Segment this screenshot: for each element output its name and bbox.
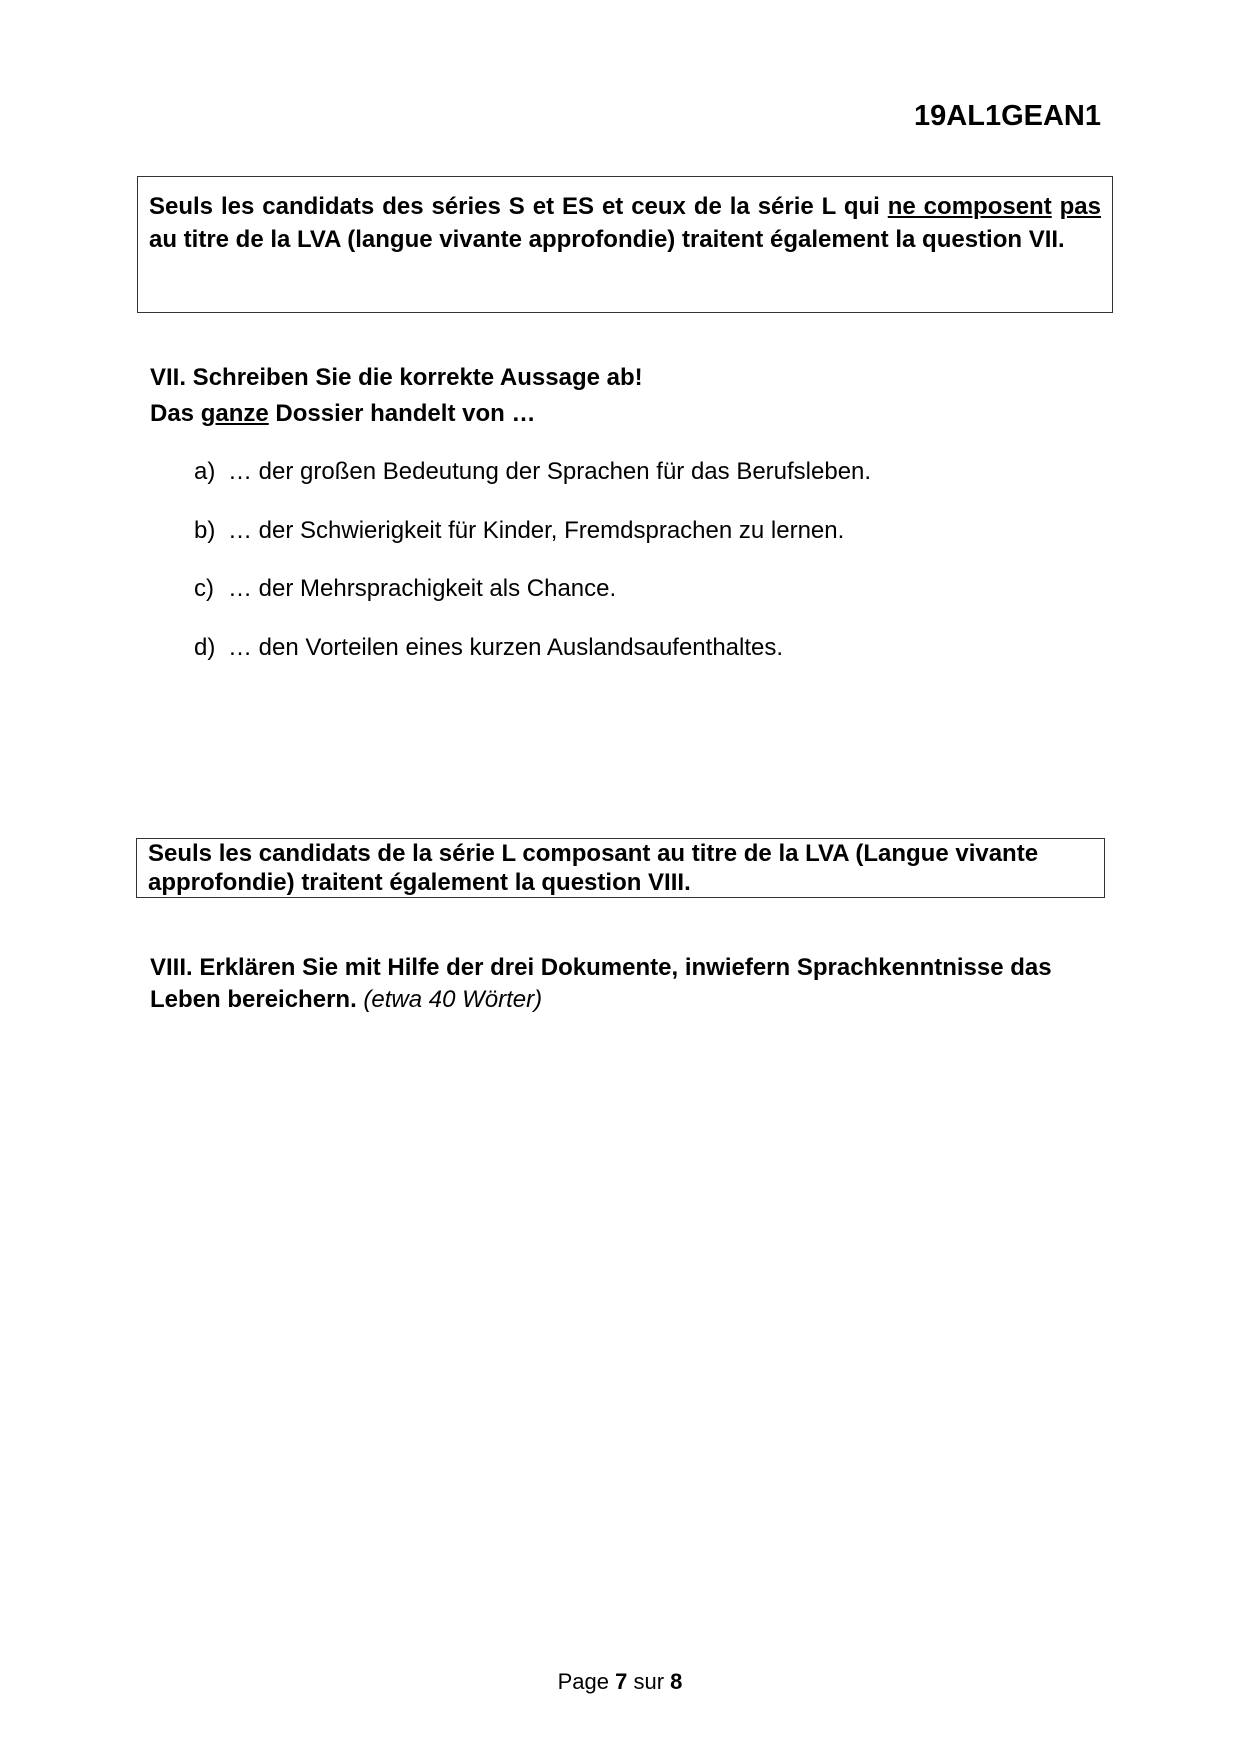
notice-box-question-7 <box>137 176 1113 313</box>
document-code: 19AL1GEAN1 <box>914 100 1101 132</box>
answer-option <box>194 575 871 634</box>
notice-underlined-text: ne composent <box>887 193 1052 220</box>
option-text: … der großen Bedeutung der Sprachen für das Berufsleben. <box>228 458 872 485</box>
notice-underlined-text: pas <box>1059 193 1101 220</box>
notice-text: Seuls les candidats de la série L composant au titre de la LVA (Langue vivante approfondie) traitent également la question VIII. <box>148 840 1039 896</box>
page-footer <box>0 1669 1240 1695</box>
notice-box-question-8 <box>136 838 1105 898</box>
option-letter: a) <box>194 458 216 485</box>
page-label: Page <box>557 1669 609 1694</box>
option-letter: c) <box>194 575 214 602</box>
answer-option <box>194 634 871 693</box>
prompt-text: Dossier handelt von … <box>268 400 536 427</box>
page-current: 7 <box>615 1669 628 1694</box>
question-8 <box>150 952 1090 1016</box>
prompt-underlined-text: ganze <box>200 400 269 427</box>
answer-options <box>194 458 871 692</box>
page-sur: sur <box>633 1669 665 1694</box>
option-text: … der Mehrsprachigkeit als Chance. <box>228 575 617 602</box>
option-text: … der Schwierigkeit für Kinder, Fremdsprachen zu lernen. <box>228 516 845 544</box>
word-count-hint: (etwa 40 Wörter) <box>363 986 543 1013</box>
answer-option <box>194 458 871 517</box>
option-text: … den Vorteilen eines kurzen Auslandsaufenthaltes. <box>228 633 784 661</box>
question-8-text: VIII. Erklären Sie mit Hilfe der drei Dokumente, inwiefern Sprachkenntnisse das Leben bereichern. <box>150 954 1052 1013</box>
notice-text: au titre de la LVA (langue vivante approfondie) traitent également la question VII. <box>149 226 1065 253</box>
answer-option <box>194 517 871 576</box>
option-letter: d) <box>194 633 216 661</box>
notice-text: Seuls les candidats des séries S et ES et ceux de la série L qui <box>149 193 888 220</box>
option-letter: b) <box>194 516 216 544</box>
prompt-text: Das <box>150 400 201 427</box>
question-7-title: VII. Schreiben Sie die korrekte Aussage ab! <box>150 364 643 391</box>
question-7-prompt <box>150 400 535 428</box>
page-total: 8 <box>670 1669 683 1694</box>
